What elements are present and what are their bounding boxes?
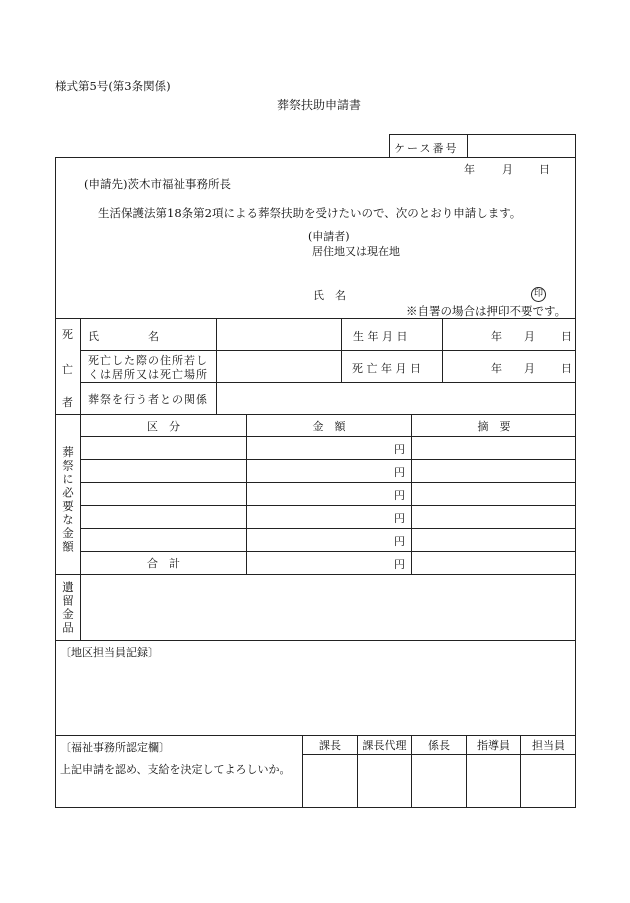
cost-row-2-unit: 円	[394, 466, 405, 479]
deceased-name-label: 氏 名	[88, 330, 160, 343]
birth-date-label: 生 年 月 日	[353, 330, 408, 343]
form-number: 様式第5号(第3条関係)	[55, 79, 171, 93]
death-month: 月	[524, 362, 535, 375]
stamp-cell-subsection-chief[interactable]	[412, 755, 466, 807]
case-number-label: ケース番号	[394, 142, 459, 155]
stamp-header-section-chief: 課長	[319, 739, 341, 752]
stamp-header-supervisor: 指導員	[477, 739, 510, 752]
district-officer-field[interactable]	[57, 660, 574, 732]
deceased-label-2: 亡	[62, 363, 73, 376]
addressee: (申請先)茨木市福祉事務所長	[84, 177, 231, 191]
application-statement: 生活保護法第18条第2項による葬祭扶助を受けたいので、次のとおり申請します。	[98, 206, 522, 220]
estate-field[interactable]	[82, 576, 574, 638]
date-month: 月	[502, 163, 513, 176]
total-label: 合 計	[147, 556, 180, 570]
birth-month: 月	[524, 330, 535, 343]
col-summary-header: 摘 要	[477, 419, 511, 433]
cost-row-4-unit: 円	[394, 512, 405, 525]
stamp-header-caseworker: 担当員	[532, 739, 565, 752]
death-date-label: 死 亡 年 月 日	[352, 362, 421, 375]
cost-row-5-unit: 円	[394, 535, 405, 548]
death-address-field[interactable]	[218, 352, 339, 380]
seal-icon: 印	[531, 287, 546, 302]
total-unit: 円	[394, 558, 405, 571]
seal-note: ※自署の場合は押印不要です。	[406, 304, 567, 318]
col-amount-header: 金 額	[312, 419, 346, 433]
seal-mark	[531, 286, 546, 302]
col-category-header: 区 分	[147, 419, 180, 433]
death-year: 年	[491, 362, 502, 375]
deceased-label-1: 死	[62, 328, 73, 341]
cost-row-1-unit: 円	[394, 443, 405, 456]
address-label: 居住地又は現在地	[312, 245, 400, 258]
form-title: 葬祭扶助申請書	[277, 98, 362, 112]
stamp-header-subsection-chief: 係長	[428, 739, 450, 752]
birth-day: 日	[561, 330, 572, 343]
stamp-cell-caseworker[interactable]	[521, 755, 576, 807]
approval-label: 〔福祉事務所認定欄〕	[60, 741, 170, 754]
date-year: 年	[464, 163, 475, 176]
stamp-header-deputy-chief: 課長代理	[362, 739, 407, 752]
approval-text: 上記申請を認め、支給を決定してよろしいか。	[60, 763, 291, 776]
stamp-cell-deputy-chief[interactable]	[358, 755, 411, 807]
applicant-name-label: 氏 名	[313, 289, 346, 302]
birth-year: 年	[491, 330, 502, 343]
death-day: 日	[561, 362, 572, 375]
applicant-label: (申請者)	[308, 230, 350, 243]
death-address-label-line1: 死亡した際の住所若し	[88, 354, 208, 367]
relation-label: 葬祭を行う者との関係	[88, 393, 208, 406]
relation-field[interactable]	[218, 384, 574, 412]
costs-section-label: 葬祭に必要な金額	[61, 446, 75, 554]
deceased-name-field[interactable]	[218, 320, 339, 348]
case-number-field[interactable]	[470, 136, 574, 156]
estate-section-label: 遺留金品	[61, 581, 75, 635]
deceased-label-3: 者	[62, 396, 73, 409]
stamp-cell-supervisor[interactable]	[467, 755, 520, 807]
cost-row-3-unit: 円	[394, 489, 405, 502]
stamp-cell-section-chief[interactable]	[303, 755, 357, 807]
district-officer-label: 〔地区担当員記録〕	[60, 646, 159, 659]
death-address-label-line2: くは居所又は死亡場所	[88, 368, 208, 381]
date-day: 日	[539, 163, 550, 176]
